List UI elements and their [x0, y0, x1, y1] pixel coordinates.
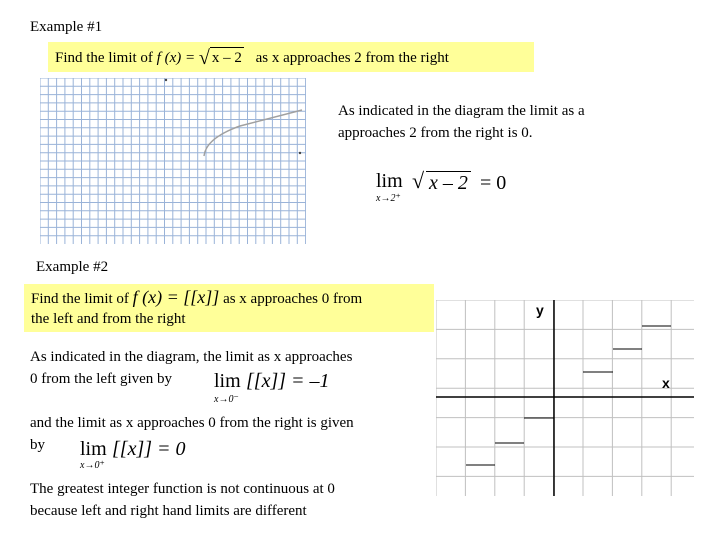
- lim-subscript: x→2⁺: [376, 193, 401, 204]
- para2-line1: and the limit as x approaches 0 from the right is given: [30, 415, 354, 431]
- prompt-suffix: as x approaches 0 from: [223, 291, 363, 307]
- para1-line2: 0 from the left given by: [30, 371, 173, 387]
- right-limit-expr: [[x]] = 0: [112, 438, 186, 460]
- example1-formula: [376, 166, 526, 206]
- function-lhs: f (x) =: [156, 50, 196, 66]
- sqrt-icon: √: [412, 168, 425, 193]
- radicand: x – 2: [210, 47, 244, 68]
- prompt-prefix: Find the limit of: [31, 291, 129, 307]
- sqrt-curve: [204, 110, 302, 156]
- floor-graph: [436, 300, 694, 496]
- lim-label: lim: [80, 438, 107, 460]
- explanation-line1: As indicated in the diagram the limit as a: [338, 103, 585, 119]
- prompt-line2: the left and from the right: [31, 311, 186, 327]
- function-expr: f (x) = [[x]]: [132, 287, 220, 307]
- prompt-prefix: Find the limit of: [55, 50, 153, 66]
- sqrt-graph: [40, 78, 306, 244]
- lim-label: lim: [214, 370, 241, 392]
- example2-prompt-box: [24, 284, 434, 332]
- left-limit-formula: [214, 370, 374, 408]
- step-segments: [466, 326, 671, 465]
- example2-heading: Example #2: [36, 259, 109, 275]
- axis-tick-mark: [299, 152, 301, 154]
- lim-label: lim: [376, 170, 403, 192]
- prompt-suffix: as x approaches 2 from the right: [255, 50, 449, 66]
- axis-tick-mark: [165, 79, 167, 81]
- para1-line1: As indicated in the diagram, the limit as x approaches: [30, 349, 353, 365]
- sqrt-icon: √: [198, 47, 210, 69]
- y-axis-label: y: [536, 302, 544, 318]
- explanation-line2: approaches 2 from the right is 0.: [338, 125, 533, 141]
- conclusion-line1: The greatest integer function is not continuous at 0: [30, 481, 335, 497]
- formula-radicand: x – 2: [426, 171, 471, 194]
- example1-explanation: [338, 100, 585, 144]
- para2-line2: by: [30, 437, 45, 453]
- lim-subscript: x→0⁺: [80, 460, 105, 471]
- conclusion-line2: because left and right hand limits are different: [30, 503, 307, 519]
- example2-prompt: [31, 286, 362, 310]
- example1-heading: Example #1: [30, 19, 103, 35]
- left-limit-expr: [[x]] = –1: [246, 370, 330, 392]
- example1-prompt-box: [48, 42, 534, 72]
- sqrt-graph-grid: [40, 78, 306, 244]
- right-limit-formula: [80, 438, 230, 476]
- floor-graph-grid: [436, 300, 694, 496]
- x-axis-label: x: [662, 375, 670, 391]
- lim-subscript: x→0⁻: [214, 394, 239, 405]
- formula-rhs: = 0: [480, 172, 507, 194]
- example1-prompt: [55, 47, 449, 69]
